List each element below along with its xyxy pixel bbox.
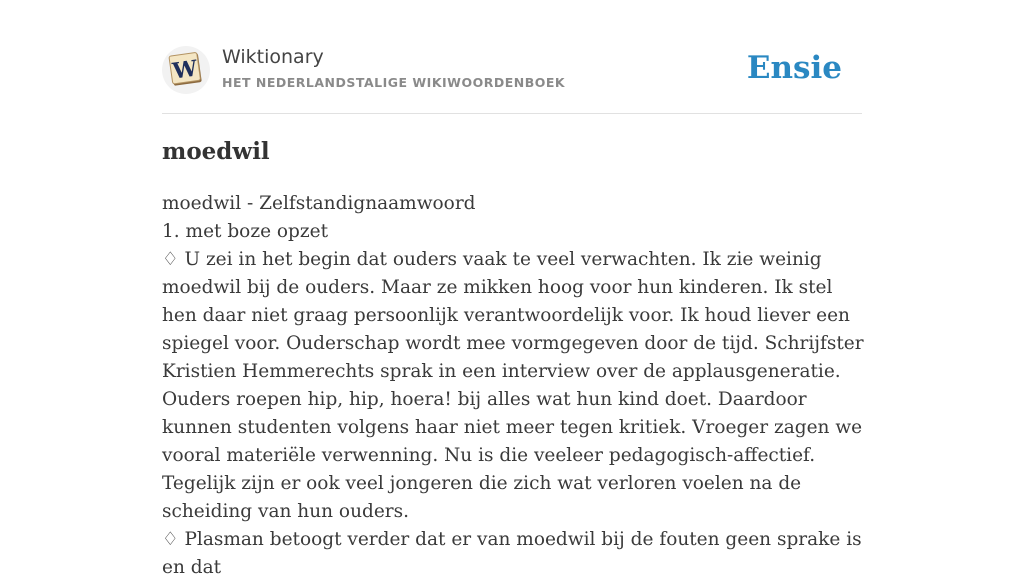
site-header bbox=[162, 42, 862, 114]
entry-heading: moedwil - Zelfstandignaamwoord bbox=[162, 193, 476, 214]
entry-content bbox=[162, 190, 867, 582]
site-title[interactable]: Wiktionary bbox=[222, 46, 324, 68]
wiktionary-tile-icon bbox=[162, 46, 210, 94]
site-subtitle: HET NEDERLANDSTALIGE WIKIWOORDENBOEK bbox=[222, 75, 566, 90]
svg-text:W: W bbox=[170, 55, 200, 85]
entry-example: ♢ U zei in het begin dat ouders vaak te veel verwachten. Ik zie weinig moedwil bij de ouders. Maar ze mikken hoog voor hun kinderen. Ik stel hen daar niet graag persoonlijk verantwoordelijk voor. Ik houd liever een spiegel voor. Ouderschap wordt mee vormgegeven door de tijd. Schrijfster Kristien Hemmerechts sprak in een interview over de applausgeneratie. Ouders roepen hip, hip, hoera! bij alles wat hun kind doet. Daardoor kunnen studenten volgens haar niet meer tegen kritiek. Vroeger zagen we vooral materiële verwenning. Nu is die veeleer pedagogisch-affectief. Tegelijk zijn er ook veel jongeren die zich wat verloren voelen na de scheiding van hun ouders. bbox=[162, 249, 864, 522]
page-title: moedwil bbox=[162, 138, 270, 165]
entry-definition: 1. met boze opzet bbox=[162, 221, 329, 242]
ensie-brand-link[interactable]: Ensie bbox=[746, 50, 842, 86]
entry-example: ♢ Plasman betoogt verder dat er van moedwil bij de fouten geen sprake is en dat bbox=[162, 529, 862, 578]
wiktionary-logo-icon[interactable] bbox=[162, 46, 210, 94]
